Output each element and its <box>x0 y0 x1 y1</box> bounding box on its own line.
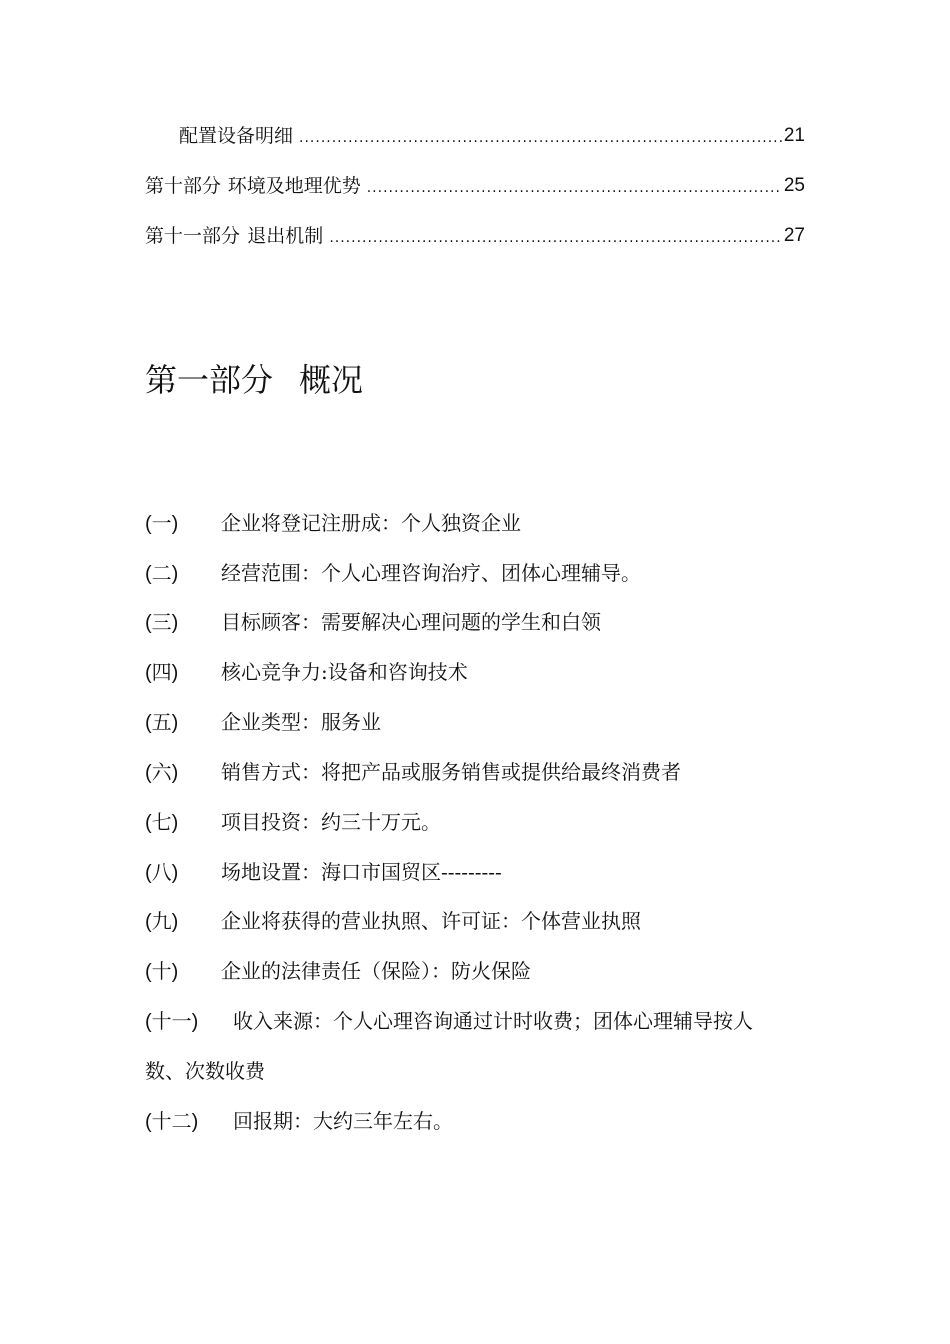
list-item-number: (二) <box>145 563 179 585</box>
list-item <box>145 558 641 589</box>
list-item-text: 项目投资：约三十万元。 <box>221 810 441 834</box>
toc-leader-dots <box>367 175 782 201</box>
list-item-text: 企业将登记注册成：个人独资企业 <box>221 511 521 535</box>
toc-entry-page: 21 <box>783 125 805 146</box>
toc-entry[interactable] <box>145 171 805 201</box>
toc-entry[interactable] <box>179 121 805 151</box>
list-item-number: (七) <box>145 812 179 834</box>
list-item <box>145 508 521 539</box>
list-item-continuation: 数、次数收费 <box>145 1059 265 1083</box>
list-item <box>145 707 381 738</box>
list-item-number: (一) <box>145 513 179 535</box>
list-item-text: 收入来源：个人心理咨询通过计时收费；团体心理辅导按人 <box>233 1009 753 1033</box>
toc-entry-title: 配置设备明细 <box>179 125 294 147</box>
list-item-number: (十一) <box>145 1011 199 1033</box>
list-item-text: 企业类型：服务业 <box>221 710 381 734</box>
list-item-text: 企业的法律责任（保险）：防火保险 <box>221 959 531 983</box>
list-item-text: 经营范围：个人心理咨询治疗、团体心理辅导。 <box>221 561 641 585</box>
list-item-number: (九) <box>145 911 179 933</box>
list-item <box>145 807 441 838</box>
toc-entry[interactable] <box>145 221 805 251</box>
list-item <box>145 607 601 638</box>
toc-entry-subtitle: 环境及地理优势 <box>227 175 361 197</box>
toc-leader-dots <box>329 225 782 251</box>
list-item-number: (十) <box>145 961 179 983</box>
list-item-number: (八) <box>145 862 179 884</box>
list-item <box>145 906 641 937</box>
list-item-text: 目标顾客：需要解决心理问题的学生和白领 <box>221 610 601 634</box>
list-item-text: 销售方式：将把产品或服务销售或提供给最终消费者 <box>221 760 681 784</box>
list-item-text: 核心竞争力:设备和咨询技术 <box>221 660 468 684</box>
section-title: 概况 <box>299 361 364 399</box>
list-item-number: (五) <box>145 712 179 734</box>
toc-entry-title: 第十部分 <box>145 175 222 197</box>
toc-entry-page: 25 <box>783 175 805 196</box>
list-item-number: (三) <box>145 612 179 634</box>
list-item <box>145 757 681 788</box>
toc-entry-page: 27 <box>783 225 805 246</box>
section-number: 第一部分 <box>145 361 274 399</box>
section-heading <box>145 358 363 402</box>
list-item <box>145 657 468 688</box>
list-item <box>145 1006 753 1037</box>
toc-leader-dots <box>299 125 782 151</box>
toc-entry-subtitle: 退出机制 <box>247 225 324 247</box>
list-item-number: (十二) <box>145 1111 199 1133</box>
list-item <box>145 1106 453 1137</box>
list-item <box>145 857 502 888</box>
list-item-text: 企业将获得的营业执照、许可证：个体营业执照 <box>221 909 641 933</box>
toc-entry-title: 第十一部分 <box>145 225 241 247</box>
list-item-text: 回报期：大约三年左右。 <box>233 1109 453 1133</box>
list-item-number: (四) <box>145 662 179 684</box>
list-item-number: (六) <box>145 762 179 784</box>
list-item <box>145 956 531 987</box>
list-item-text: 场地设置：海口市国贸区--------- <box>221 860 502 884</box>
